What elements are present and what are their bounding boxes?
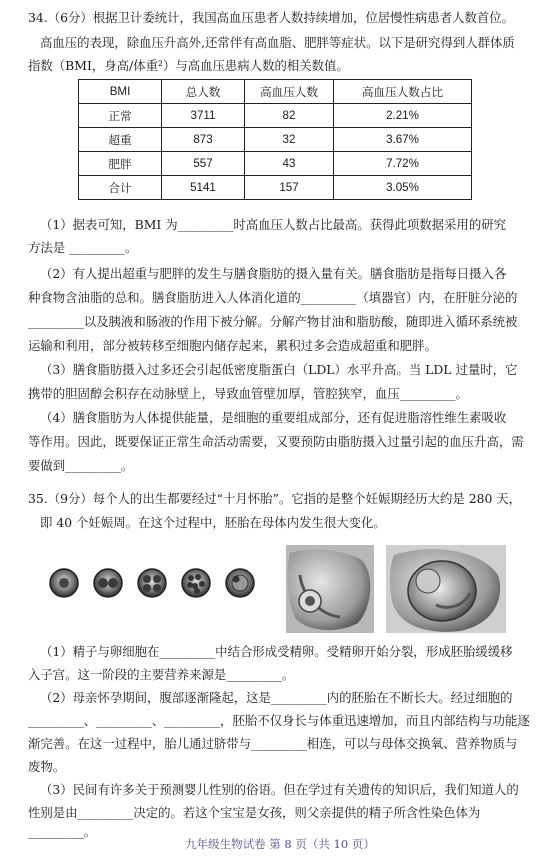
table-header-cell: 总人数	[162, 80, 245, 104]
table-cell: 正常	[79, 104, 162, 128]
table-cell: 873	[162, 128, 245, 152]
table-row	[79, 104, 472, 128]
q34-sub3-line-1: （3）膳食脂肪摄入过多还会引起低密度脂蛋白（LDL）水平升高。当 LDL 过量时，它	[40, 362, 518, 377]
table-cell: 5141	[162, 176, 245, 200]
q35-sub2-line-3: 渐完善。在这一过程中，胎儿通过脐带与_________相连，可以与母体交换氧、营养物质与	[28, 736, 518, 751]
embryo-illustration-row	[40, 545, 510, 633]
table-row	[79, 176, 472, 200]
q35-sub1-line-2: 入子宫。这一阶段的主要营养来源是_________。	[28, 667, 295, 682]
table-cell: 82	[245, 104, 334, 128]
q34-sub2-line-2: 种食物含油脂的总和。膳食脂肪进入人体消化道的_________（填器官）内，在肝脏分泌的	[28, 290, 518, 305]
q35-sub1-line-1: （1）精子与卵细胞在_________中结合形成受精卵。受精卵开始分裂，形成胚胎缓缓移	[40, 644, 513, 659]
table-row	[79, 152, 472, 176]
q34-line-1: 34.（6分）根据卫计委统计，我国高血压患者人数持续增加，位居慢性病患者人数首位。	[28, 10, 515, 25]
table-header-cell: BMI	[79, 80, 162, 104]
two-cell-stage	[94, 569, 122, 597]
table-header-row	[79, 80, 472, 104]
table-cell: 157	[245, 176, 334, 200]
q34-line-2: 高血压的表现，除血压升高外,还常伴有高血脂、肥胖等症状。以下是研究得到人群体质	[40, 35, 515, 50]
late-pregnancy-illustration	[386, 545, 506, 633]
q34-sub1-line-2: 方法是 _________。	[28, 240, 138, 255]
q34-sub2-line-1: （2）有人提出超重与肥胖的发生与膳食脂肪的摄入量有关。膳食脂肪是指每日摄入各	[40, 266, 507, 281]
q35-sub2-line-1: （2）母亲怀孕期间，腹部逐渐隆起，这是_________内的胚胎在不断长大。经过细胞的	[40, 690, 513, 705]
q35-sub2-line-2: _________、_________、_________，胚胎不仅身长与体重迅速增加，而且内部结构与功能逐	[28, 713, 530, 728]
bmi-table	[78, 79, 472, 200]
q34-sub4-line-2: 等作用。因此，既要保证正常生命活动需要，又要预防由脂肪摄入过量引起的血压升高，需	[28, 434, 524, 449]
table-cell: 557	[162, 152, 245, 176]
embryo-stages-figure	[40, 545, 510, 633]
table-cell: 肥胖	[79, 152, 162, 176]
table-cell: 超重	[79, 128, 162, 152]
table-cell: 32	[245, 128, 334, 152]
table-header-cell: 高血压人数	[245, 80, 334, 104]
four-cell-stage	[138, 569, 166, 597]
blastocyst-stage	[226, 569, 254, 597]
page-footer: 九年级生物试卷 第 8 页（共 10 页）	[185, 837, 375, 851]
table-cell: 3.05%	[334, 176, 472, 200]
q35-sub2-line-4: 废物。	[28, 759, 66, 774]
table-cell: 43	[245, 152, 334, 176]
q34-line-3: 指数（BMI，身高/体重²）与高血压患病人数的相关数值。	[28, 58, 349, 73]
q34-sub2-line-3: _________以及胰液和肠液的作用下被分解。分解产物甘油和脂肪酸，随即进入循环系统被	[28, 314, 518, 329]
morula-stage	[182, 569, 210, 597]
table-cell: 3.67%	[334, 128, 472, 152]
q35-line-1: 35.（9分）每个人的出生都要经过“十月怀胎”。它指的是整个妊娠期经历大约是 280 天，	[28, 491, 522, 506]
zygote-stage	[50, 569, 78, 597]
q34-sub4-line-1: （4）膳食脂肪为人体提供能量，是细胞的重要组成部分，还有促进脂溶性维生素吸收	[40, 410, 507, 425]
q35-sub3-line-1: （3）民间有许多关于预测婴儿性别的俗语。但在学过有关遗传的知识后，我们知道人的	[40, 782, 519, 797]
q35-sub3-line-3: _________。	[28, 824, 97, 839]
table-cell: 3711	[162, 104, 245, 128]
q34-sub3-line-2: 携带的胆固醇会积存在动脉壁上，导致血管壁加厚，管腔狭窄，血压_________。	[28, 386, 468, 401]
table-cell: 7.72%	[334, 152, 472, 176]
q34-sub1-line-1: （1）据表可知，BMI 为_________时高血压人数占比最高。获得此项数据采用的研究	[40, 217, 506, 232]
table-row	[79, 128, 472, 152]
table-cell: 2.21%	[334, 104, 472, 128]
q34-sub2-line-4: 运输和利用，部分被转移至细胞内储存起来，累积过多会造成超重和肥胖。	[28, 338, 437, 353]
early-pregnancy-illustration	[286, 545, 374, 633]
q35-line-2: 即 40 个妊娠周。在这个过程中，胚胎在母体内发生很大变化。	[40, 515, 386, 530]
q35-sub3-line-2: 性别是由_________决定的。若这个宝宝是女孩，则父亲提供的精子所含性染色体为	[28, 805, 481, 820]
q34-sub4-line-3: 要做到_________。	[28, 458, 134, 473]
table-cell: 合计	[79, 176, 162, 200]
table-header-cell: 高血压人数占比	[334, 80, 472, 104]
